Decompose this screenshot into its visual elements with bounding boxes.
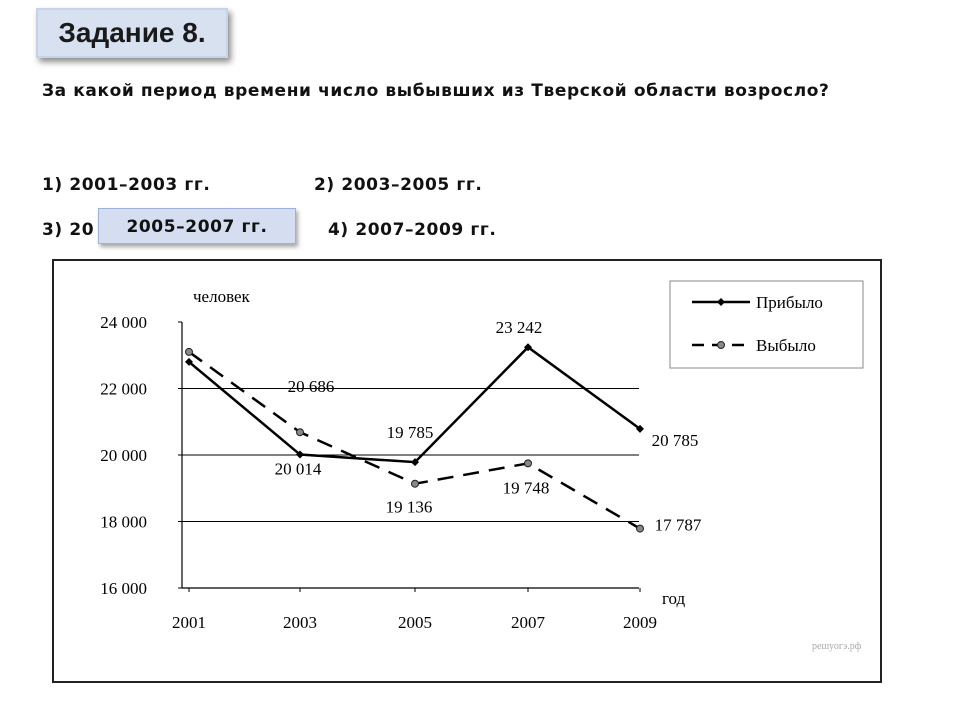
point-departed-2007 (525, 460, 532, 467)
y-tick-label: 18 000 (100, 512, 147, 532)
data-label-departed-2005: 19 136 (385, 497, 433, 517)
slide-title: Задание 8. (58, 17, 206, 48)
legend-label-departed: Выбыло (756, 336, 816, 355)
y-tick-label: 20 000 (100, 446, 147, 465)
data-label-arrived-2007: 23 242 (495, 318, 543, 338)
option-2[interactable]: 2) 2003–2005 гг. (314, 175, 483, 195)
option-3-prefix[interactable]: 3) 20 (42, 220, 95, 240)
legend-label-arrived: Прибыло (756, 293, 823, 312)
slide-title-box (36, 8, 228, 58)
axis-layer (100, 313, 657, 632)
data-label-arrived-2005: 19 785 (386, 423, 434, 443)
legend (670, 281, 863, 368)
option-4[interactable]: 4) 2007–2009 гг. (328, 220, 497, 240)
x-tick-label: 2007 (511, 613, 545, 632)
watermark: решуогэ.рф (812, 641, 862, 652)
x-tick-label: 2001 (172, 613, 206, 632)
y-tick-label: 22 000 (100, 379, 147, 399)
y-axis-title: человек (193, 287, 250, 306)
data-label-departed-2009: 17 787 (654, 515, 702, 535)
point-departed-2009 (637, 525, 644, 532)
point-departed-2005 (412, 480, 419, 487)
chart-frame (52, 259, 882, 683)
data-label-departed-2003: 20 686 (287, 377, 335, 397)
data-label-arrived-2009: 20 785 (651, 430, 699, 450)
option-1[interactable]: 1) 2001–2003 гг. (42, 175, 211, 195)
legend-marker-departed (718, 342, 725, 349)
x-tick-label: 2009 (623, 613, 657, 632)
y-tick-label: 16 000 (100, 579, 147, 598)
x-tick-label: 2005 (398, 613, 432, 632)
y-tick-label: 24 000 (100, 313, 147, 332)
line-chart (54, 261, 880, 681)
question-text: За какой период времени число выбывших из Тверской области возросло? (42, 81, 830, 101)
point-departed-2001 (186, 348, 193, 355)
data-label-arrived-2003: 20 014 (274, 459, 322, 479)
series-line-arrived (189, 347, 640, 462)
x-axis-title: год (662, 589, 686, 608)
point-departed-2003 (297, 429, 304, 436)
data-label-departed-2007: 19 748 (502, 478, 550, 498)
x-tick-label: 2003 (283, 613, 317, 632)
answer-highlight-box: 2005–2007 гг. (98, 208, 296, 244)
